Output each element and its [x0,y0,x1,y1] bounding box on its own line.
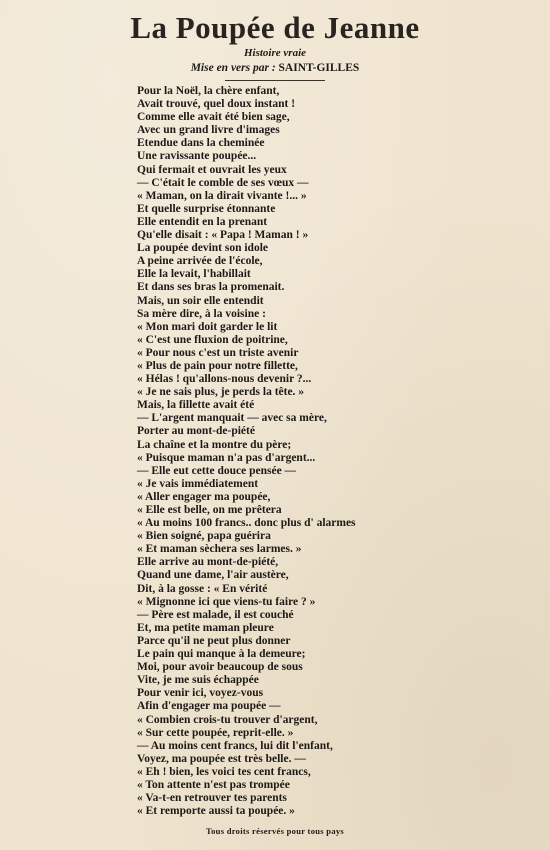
poem-line: Mais, un soir elle entendit [137,294,264,307]
poem-line: — Au moins cent francs, lui dit l'enfant, [137,739,333,752]
poem-line: — C'était le comble de ses vœux — [137,176,309,189]
poem-line: « Mon mari doit garder le lit [137,320,278,333]
poem-line: « Combien crois-tu trouver d'argent, [137,713,318,726]
poem-line: Parce qu'il ne peut plus donner [137,634,291,647]
poem-line: Une ravissante poupée... [137,150,257,163]
poem-line: Comme elle avait été bien sage, [137,111,290,124]
poem-line: Vite, je me suis échappée [137,674,259,687]
poem-line: Pour venir ici, voyez-vous [137,687,264,700]
poem-line: « Va-t-en retrouver tes parents [137,792,287,805]
poem-line: « Et maman sèchera ses larmes. » [137,543,302,556]
title-divider [225,80,325,81]
poem-subtitle: Histoire vraie [243,47,307,59]
poem-line: « Et remporte aussi ta poupée. » [137,805,295,818]
poem-line: Et dans ses bras la promenait. [137,281,285,294]
poem-line: La chaîne et la montre du père; [137,438,292,451]
poem-line: « Maman, on la dirait vivante !... » [137,189,307,202]
poem-line: Pour la Noël, la chère enfant, [137,85,280,97]
poem-line: « Bien soigné, papa guérira [137,530,271,543]
poem-line: « Hélas ! qu'allons-nous devenir ?... [137,373,312,386]
poem-line: Elle entendit en la prenant [137,215,268,228]
poem-line: « Plus de pain pour notre fillette, [137,359,298,372]
poem-line: « Ton attente n'est pas trompée [137,778,290,791]
poem-line: Porter au mont-de-piété [137,425,255,438]
poem-line: — Père est malade, il est couché [137,608,294,621]
copyright-footer: Tous droits réservés pour tous pays [205,826,345,836]
author-prefix: Mise en vers par : [190,62,276,74]
poem-line: Avait trouvé, quel doux instant ! [137,98,296,111]
poem-line: Quand une dame, l'air austère, [137,569,289,582]
poem-line: Avec un grand livre d'images [137,124,280,137]
poem-body [137,85,537,818]
author-line [0,62,550,74]
poem-line: Voyez, ma poupée est très belle. — [137,752,306,765]
poem-line: « Je vais immédiatement [137,477,259,490]
poem-line: « C'est une fluxion de poitrine, [137,333,288,346]
poem-line: Qu'elle disait : « Papa ! Maman ! » [137,229,309,242]
poem-line: Qui fermait et ouvrait les yeux [137,163,287,176]
poem-line: — Elle eut cette douce pensée — [137,464,297,477]
poem-title: La Poupée de Jeanne [130,10,420,45]
poem-line: « Pour nous c'est un triste avenir [137,346,299,359]
poem-line: Mais, la fillette avait été [137,399,255,412]
poem-line: Et, ma petite maman pleure [137,621,274,634]
poem-line: « Mignonne ici que viens-tu faire ? » [137,595,316,608]
poem-line: Et quelle surprise étonnante [137,202,276,215]
author-name: SAINT-GILLES [278,62,360,74]
poem-line: — L'argent manquait — avec sa mère, [137,412,327,425]
poem-line: Etendue dans la cheminée [137,137,265,150]
poem-line: « Eh ! bien, les voici tes cent francs, [137,765,311,778]
poem-line: Sa mère dire, à la voisine : [137,307,266,320]
poem-line: Elle la levait, l'habillait [137,268,251,281]
poem-line: Afin d'engager ma poupée — [137,700,281,713]
poem-line: « Puisque maman n'a pas d'argent... [137,451,316,464]
poem-line: « Au moins 100 francs.. donc plus d' alarmes [137,517,356,530]
poem-line: « Je ne sais plus, je perds la tête. » [137,386,305,399]
poem-line: La poupée devint son idole [137,242,268,255]
poem-line: Dit, à la gosse : « En vérité [137,582,268,595]
poem-line: « Elle est belle, on me prêtera [137,504,282,516]
poem-line: Le pain qui manque à la demeure; [137,648,306,661]
poem-line: « Aller engager ma poupée, [137,490,271,503]
poem-line: « Sur cette poupée, reprit-elle. » [137,726,294,739]
poem-line: Elle arrive au mont-de-piété, [137,556,279,569]
poem-line: Moi, pour avoir beaucoup de sous [137,661,303,674]
poem-line: A peine arrivée de l'école, [137,255,263,268]
